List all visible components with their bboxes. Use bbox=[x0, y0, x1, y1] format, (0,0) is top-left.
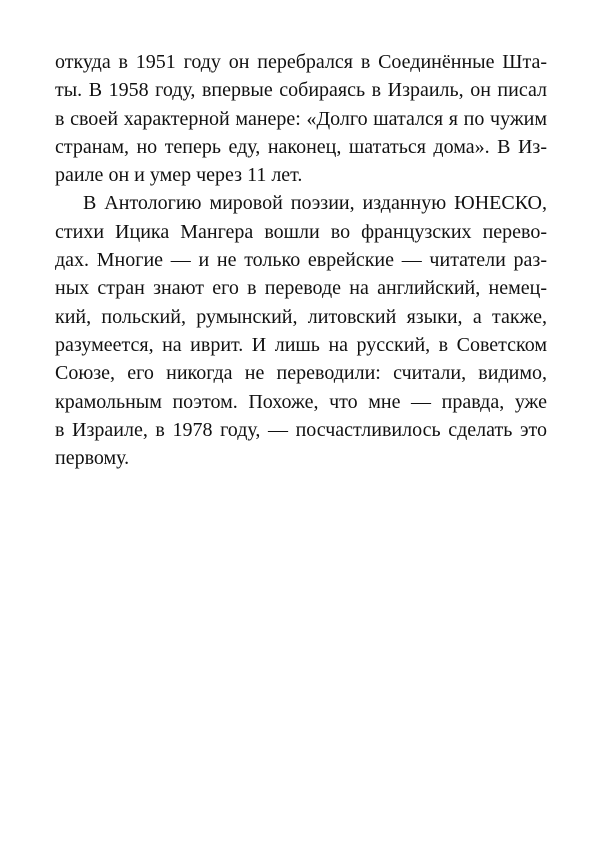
text-line: раиле он и умер через 11 лет. bbox=[55, 164, 303, 187]
text-line: крамольным поэтом. Похоже, что мне — правда, уже bbox=[55, 390, 547, 413]
text-line: дах. Многие — и не только еврейские — читатели раз- bbox=[55, 249, 547, 272]
text-line: в Израиле, в 1978 году, — посчастливилось сделать это bbox=[55, 418, 547, 441]
body-text bbox=[55, 48, 547, 472]
text-line: ты. В 1958 году, впервые собираясь в Израиль, он писал bbox=[55, 79, 547, 102]
text-line: откуда в 1951 году он перебрался в Соединённые Шта- bbox=[55, 51, 547, 73]
text-line: разумеется, на иврит. И лишь на русский, в Советском bbox=[55, 333, 547, 356]
text-line: Союзе, его никогда не переводили: считали, видимо, bbox=[55, 362, 547, 385]
paragraph-1 bbox=[55, 48, 547, 189]
text-line: первому. bbox=[55, 447, 130, 470]
text-line: ных стран знают его в переводе на английский, немец- bbox=[55, 277, 547, 300]
text-line: в своей характерной манере: «Долго шатался я по чужим bbox=[55, 107, 547, 130]
paragraph-2 bbox=[55, 189, 547, 472]
text-line: стихи Ицика Мангера вошли во французских перево- bbox=[55, 220, 547, 243]
text-line: странам, но теперь еду, наконец, шататься дома». В Из- bbox=[55, 135, 547, 158]
text-line: В Антологию мировой поэзии, изданную ЮНЕСКО, bbox=[83, 192, 547, 215]
text-line: кий, польский, румынский, литовский языки, а также, bbox=[55, 305, 547, 328]
